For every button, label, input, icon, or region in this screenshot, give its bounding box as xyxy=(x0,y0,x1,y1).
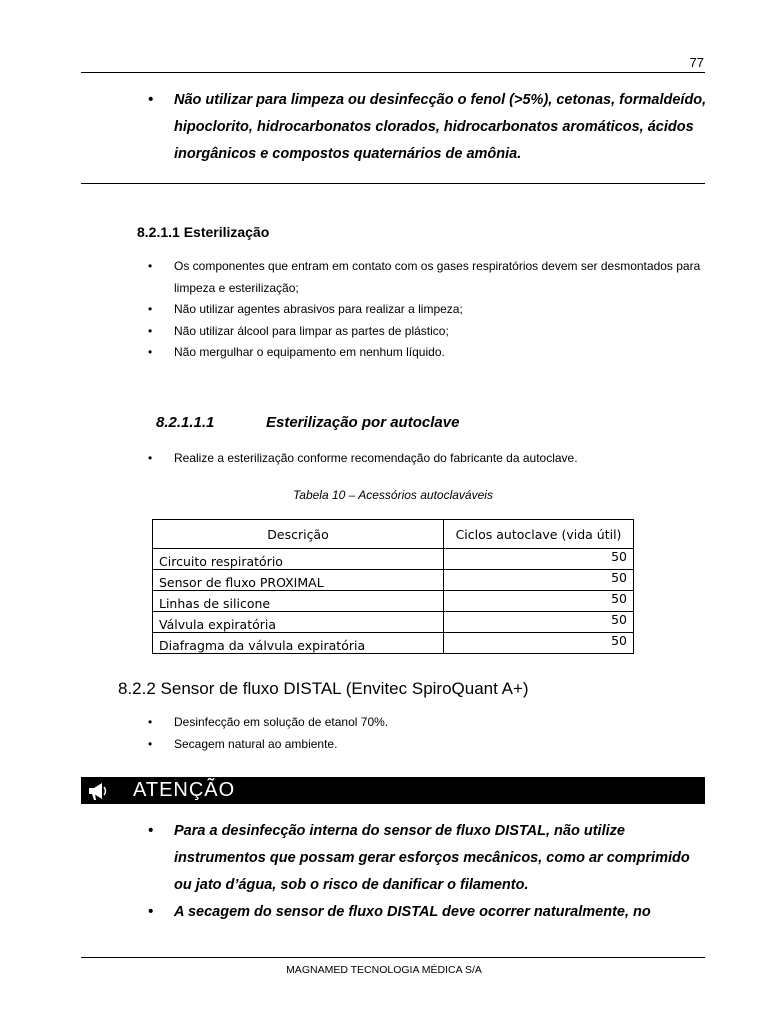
list-item: • Não utilizar agentes abrasivos para realizar a limpeza; xyxy=(148,299,713,321)
table-row xyxy=(153,633,634,654)
list-item: • Realize a esterilização conforme recomendação do fabricante da autoclave. xyxy=(148,448,713,470)
heading-title: Esterilização por autoclave xyxy=(266,414,460,431)
table-row xyxy=(153,591,634,612)
autoclave-list xyxy=(148,448,713,470)
attention-list xyxy=(148,818,708,926)
accessories-table xyxy=(152,519,634,654)
list-item: • A secagem do sensor de fluxo DISTAL deve ocorrer naturalmente, no xyxy=(148,899,708,926)
page-number: 77 xyxy=(689,55,704,70)
table-cell-cycles: 50 xyxy=(444,570,634,591)
list-item: • Desinfecção em solução de etanol 70%. xyxy=(148,712,713,734)
table-cell-cycles: 50 xyxy=(444,549,634,570)
table-cell-cycles: 50 xyxy=(444,591,634,612)
table-row xyxy=(153,570,634,591)
table-cell-description: Diafragma da válvula expiratória xyxy=(153,633,444,654)
list-item: • Os componentes que entram em contato com os gases respiratórios devem ser desmontados para limpeza e esterilização; xyxy=(148,256,713,299)
column-header: Descrição xyxy=(153,520,444,549)
table-cell-description: Linhas de silicone xyxy=(153,591,444,612)
table-row xyxy=(153,612,634,633)
table-cell-description: Válvula expiratória xyxy=(153,612,444,633)
table-caption: Tabela 10 – Acessórios autoclaváveis xyxy=(293,488,493,502)
section-heading-distal: 8.2.2 Sensor de fluxo DISTAL (Envitec SpiroQuant A+) xyxy=(118,679,529,698)
header-rule xyxy=(81,72,705,73)
table-cell-cycles: 50 xyxy=(444,612,634,633)
section-rule xyxy=(81,183,705,184)
attention-banner xyxy=(81,777,705,804)
heading-number: 8.2.1.1.1 xyxy=(156,414,215,431)
list-item: • Não utilizar álcool para limpar as partes de plástico; xyxy=(148,321,713,343)
column-header: Ciclos autoclave (vida útil) xyxy=(444,520,634,549)
table-row xyxy=(153,549,634,570)
table-cell-cycles: 50 xyxy=(444,633,634,654)
top-warning-list xyxy=(148,87,708,168)
footer-text: MAGNAMED TECNOLOGIA MÉDICA S/A xyxy=(286,964,482,976)
esterilizacao-list xyxy=(148,256,713,364)
list-item: • Não utilizar para limpeza ou desinfecção o fenol (>5%), cetonas, formaldeído, hipoclorito, hidrocarbonatos clorados, hidrocarbonatos aromáticos, ácidos inorgânicos e compostos quaternários de amônia. xyxy=(148,87,708,168)
attention-title: ATENÇÃO xyxy=(133,779,236,801)
distal-list xyxy=(148,712,713,755)
table-cell-description: Circuito respiratório xyxy=(153,549,444,570)
section-heading-esterilizacao: 8.2.1.1 Esterilização xyxy=(137,224,270,240)
list-item: • Para a desinfecção interna do sensor de fluxo DISTAL, não utilize instrumentos que possam gerar esforços mecânicos, como ar comprimido ou jato d’água, sob o risco de danificar o filamento. xyxy=(148,818,708,899)
table-header-row xyxy=(153,520,634,549)
table-cell-description: Sensor de fluxo PROXIMAL xyxy=(153,570,444,591)
list-item: • Secagem natural ao ambiente. xyxy=(148,734,713,756)
footer-rule xyxy=(81,957,705,958)
megaphone-icon xyxy=(87,781,109,801)
list-item: • Não mergulhar o equipamento em nenhum líquido. xyxy=(148,342,713,364)
section-heading-autoclave xyxy=(156,414,459,431)
